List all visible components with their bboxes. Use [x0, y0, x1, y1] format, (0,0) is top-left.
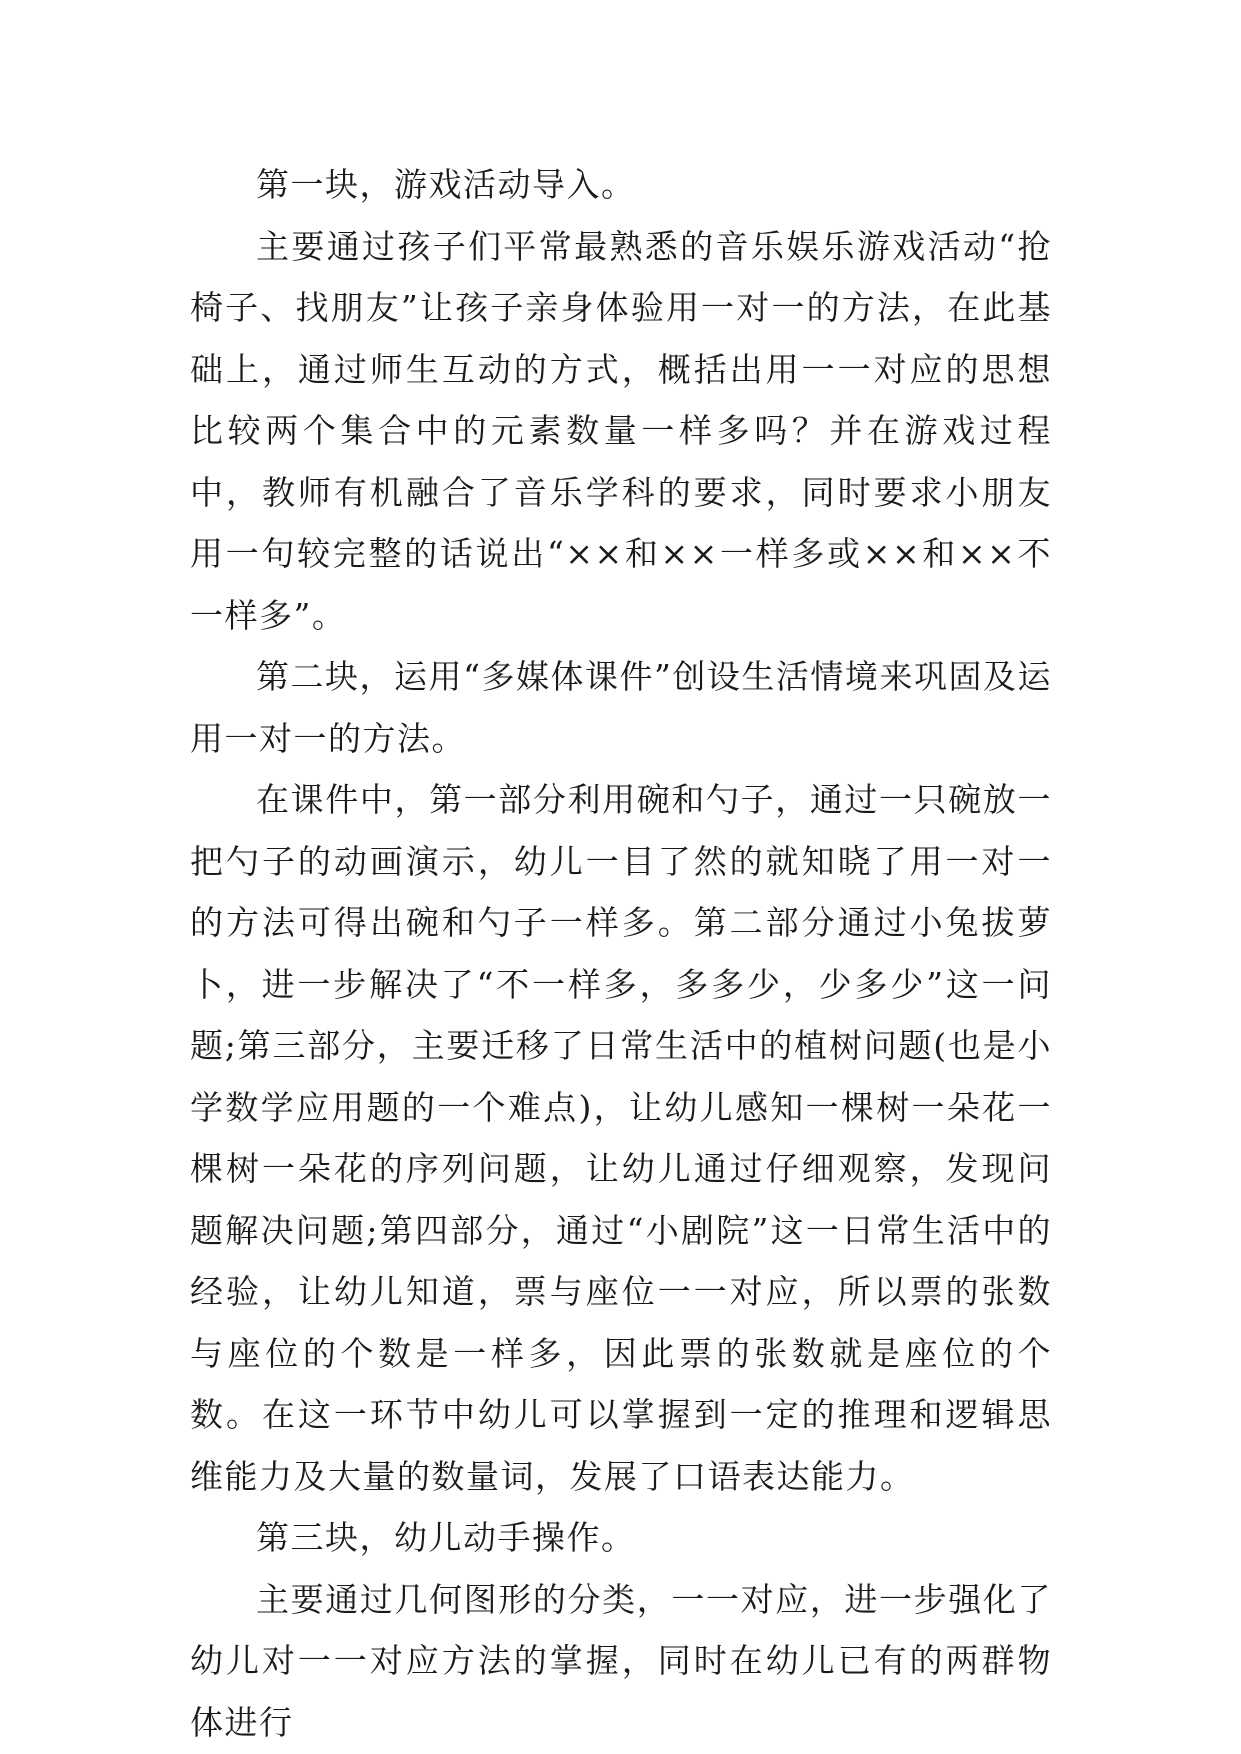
paragraph-section-3-heading: 第三块，幼儿动手操作。 — [256, 1518, 636, 1557]
paragraph-section-1-heading: 第一块，游戏活动导入。 — [256, 165, 636, 204]
paragraph-section-1-body: 主要通过孩子们平常最熟悉的音乐娱乐游戏活动“抢椅子、找朋友”让孩子亲身体验用一对一的方法，在此基础上，通过师生互动的方式，概括出用一一对应的思想比较两个集合中的元素数量一样多吗？并在游戏过程中，教师有机融合了音乐学科的要求，同时要求小朋友用一句较完整的话说出“××和××一样多或××和××不一样多”。 — [190, 226, 1052, 635]
document-body — [190, 154, 1052, 1753]
paragraph-section-2-body: 在课件中，第一部分利用碗和勺子，通过一只碗放一把勺子的动画演示，幼儿一目了然的就知晓了用一对一的方法可得出碗和勺子一样多。第二部分通过小兔拔萝卜，进一步解决了“不一样多，多多少，少多少”这一问题;第三部分，主要迁移了日常生活中的植树问题(也是小学数学应用题的一个难点)，让幼儿感知一棵树一朵花一棵树一朵花的序列问题，让幼儿通过仔细观察，发现问题解决问题;第四部分，通过“小剧院”这一日常生活中的经验，让幼儿知道，票与座位一一对应，所以票的张数与座位的个数是一样多，因此票的张数就是座位的个数。在这一环节中幼儿可以掌握到一定的推理和逻辑思维能力及大量的数量词，发展了口语表达能力。 — [190, 780, 1052, 1496]
paragraph-section-3-body: 主要通过几何图形的分类，一一对应，进一步强化了幼儿对一一对应方法的掌握，同时在幼儿已有的两群物体进行 — [190, 1579, 1052, 1742]
paragraph-section-2-heading: 第二块，运用“多媒体课件”创设生活情境来巩固及运用一对一的方法。 — [190, 657, 1052, 758]
